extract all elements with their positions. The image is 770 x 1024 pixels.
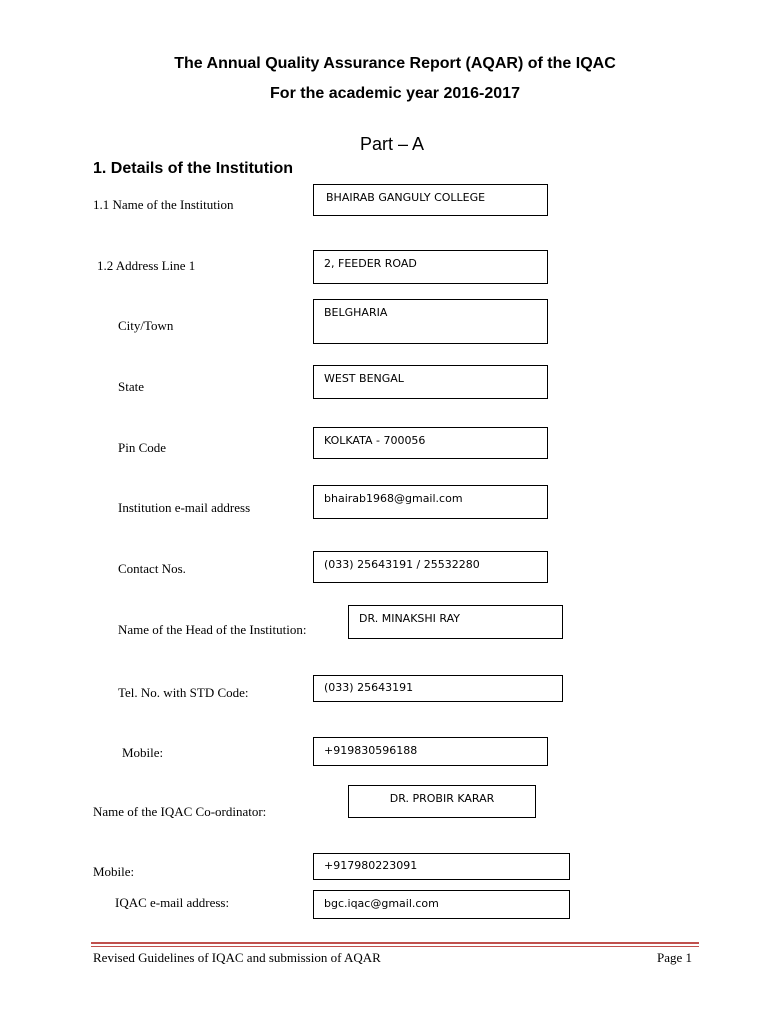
institution-email-label: Institution e-mail address: [118, 500, 251, 515]
footer-rule-thin: [91, 946, 699, 947]
mobile-label: Mobile:: [122, 745, 164, 760]
page-number: Page 1: [657, 950, 693, 965]
report-title: The Annual Quality Assurance Report (AQAR) of the IQAC: [174, 55, 616, 72]
part-heading: Part – A: [360, 134, 425, 154]
pin-code-label: Pin Code: [118, 440, 167, 455]
iqac-email-field[interactable]: bgc.iqac@gmail.com: [313, 890, 570, 919]
state-field[interactable]: WEST BENGAL: [313, 365, 548, 399]
contact-field[interactable]: (033) 25643191 / 25532280: [313, 551, 548, 583]
head-name-field[interactable]: DR. MINAKSHI RAY: [348, 605, 563, 639]
footer-text: Revised Guidelines of IQAC and submission of AQAR: [93, 950, 381, 965]
coordinator-field[interactable]: DR. PROBIR KARAR: [348, 785, 536, 818]
address-label: 1.2 Address Line 1: [97, 258, 196, 273]
contact-label: Contact Nos.: [118, 561, 186, 576]
institution-name-label: 1.1 Name of the Institution: [93, 197, 234, 212]
tel-field[interactable]: (033) 25643191: [313, 675, 563, 702]
city-field[interactable]: BELGHARIA: [313, 299, 548, 344]
institution-name-field[interactable]: BHAIRAB GANGULY COLLEGE: [313, 184, 548, 216]
mobile-field[interactable]: +919830596188: [313, 737, 548, 766]
head-name-label: Name of the Head of the Institution:: [118, 622, 307, 637]
coordinator-mobile-field[interactable]: +917980223091: [313, 853, 570, 880]
state-label: State: [118, 379, 144, 394]
coordinator-mobile-label: Mobile:: [93, 864, 135, 879]
report-subtitle: For the academic year 2016-2017: [270, 85, 520, 102]
iqac-email-label: IQAC e-mail address:: [115, 895, 230, 910]
section-heading: 1. Details of the Institution: [93, 160, 294, 177]
footer-rule: [91, 942, 699, 944]
tel-label: Tel. No. with STD Code:: [118, 685, 249, 700]
city-label: City/Town: [118, 318, 174, 333]
institution-email-field[interactable]: bhairab1968@gmail.com: [313, 485, 548, 519]
address-field[interactable]: 2, FEEDER ROAD: [313, 250, 548, 284]
pin-code-field[interactable]: KOLKATA - 700056: [313, 427, 548, 459]
coordinator-label: Name of the IQAC Co-ordinator:: [93, 804, 267, 819]
